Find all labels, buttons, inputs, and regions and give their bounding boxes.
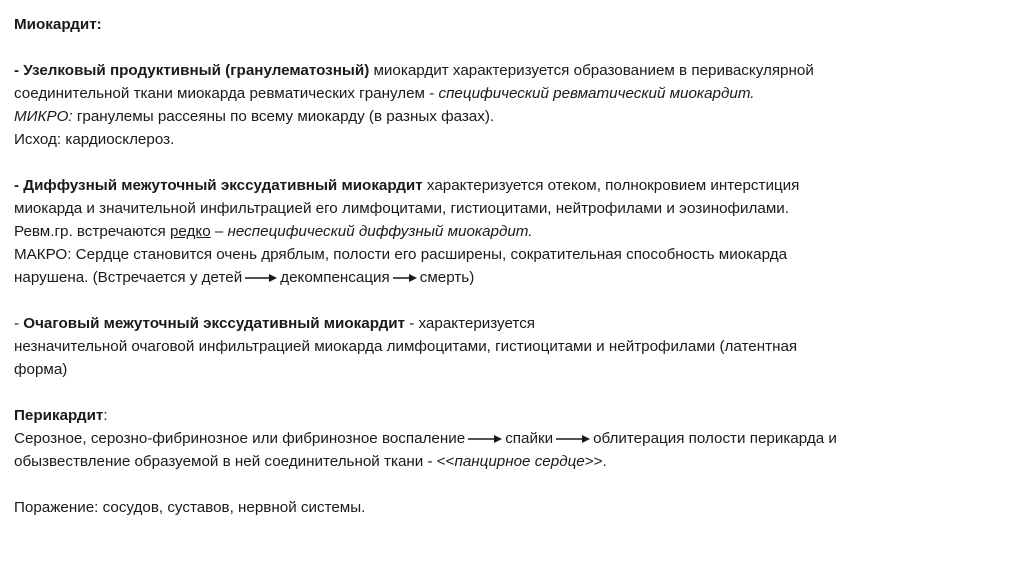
diffuse-macro-1: МАКРО: Сердце становится очень дряблым, полости его расширены, сократительная способность миокарда: [14, 246, 788, 263]
focal-line-2: незначительной очаговой инфильтрацией миокарда лимфоцитами, гистиоцитами и нейтрофилами (латентная: [14, 338, 798, 355]
pericarditis-heading: Перикардит:: [14, 407, 108, 424]
nodular-line-2: соединительной ткани миокарда ревматических гранулем - специфический ревматический миокардит.: [14, 85, 755, 102]
right-arrow-icon: [392, 272, 418, 284]
pericarditis-line-2: обызвествление образуемой в ней соединительной ткани - <<панцирное сердце>>.: [14, 453, 607, 470]
diffuse-line-3: Ревм.гр. встречаются редко – неспецифический диффузный миокардит.: [14, 223, 533, 240]
diffuse-line-2: миокарда и значительной инфильтрацией его лимфоцитами, гистиоцитами, нейтрофилами и эозинофилами.: [14, 200, 789, 217]
focal-line-3: форма): [14, 361, 68, 378]
nodular-micro: МИКРО: гранулемы рассеяны по всему миокарду (в разных фазах).: [14, 108, 495, 125]
diffuse-title: - Диффузный межуточный экссудативный миокардит: [14, 177, 423, 194]
slide-text: [14, 13, 1014, 519]
nodular-title: - Узелковый продуктивный (гранулематозный): [14, 62, 370, 79]
focal-line-1: - Очаговый межуточный экссудативный миокардит - характеризуется: [14, 315, 536, 332]
right-arrow-icon: [467, 433, 503, 445]
diffuse-line-1: - Диффузный межуточный экссудативный миокардит характеризуется отеком, полнокровием интерстиция: [14, 177, 800, 194]
nodular-line-1: - Узелковый продуктивный (гранулематозный) миокардит характеризуется образованием в периваскулярной: [14, 62, 814, 79]
pericarditis-line-1: Серозное, серозно-фибринозное или фибринозное воспаление спайки облитерация полости перикарда и: [14, 430, 837, 447]
diffuse-macro-2: нарушена. (Встречается у детей декомпенсация смерть): [14, 269, 475, 286]
nodular-outcome: Исход: кардиосклероз.: [14, 131, 175, 148]
rare-underlined: редко: [169, 223, 211, 240]
lesion-line: Поражение: сосудов, суставов, нервной системы.: [14, 499, 366, 516]
right-arrow-icon: [244, 272, 278, 284]
focal-title: Очаговый межуточный экссудативный миокардит: [23, 315, 406, 332]
myocarditis-heading: Миокардит:: [14, 16, 102, 33]
right-arrow-icon: [555, 433, 591, 445]
